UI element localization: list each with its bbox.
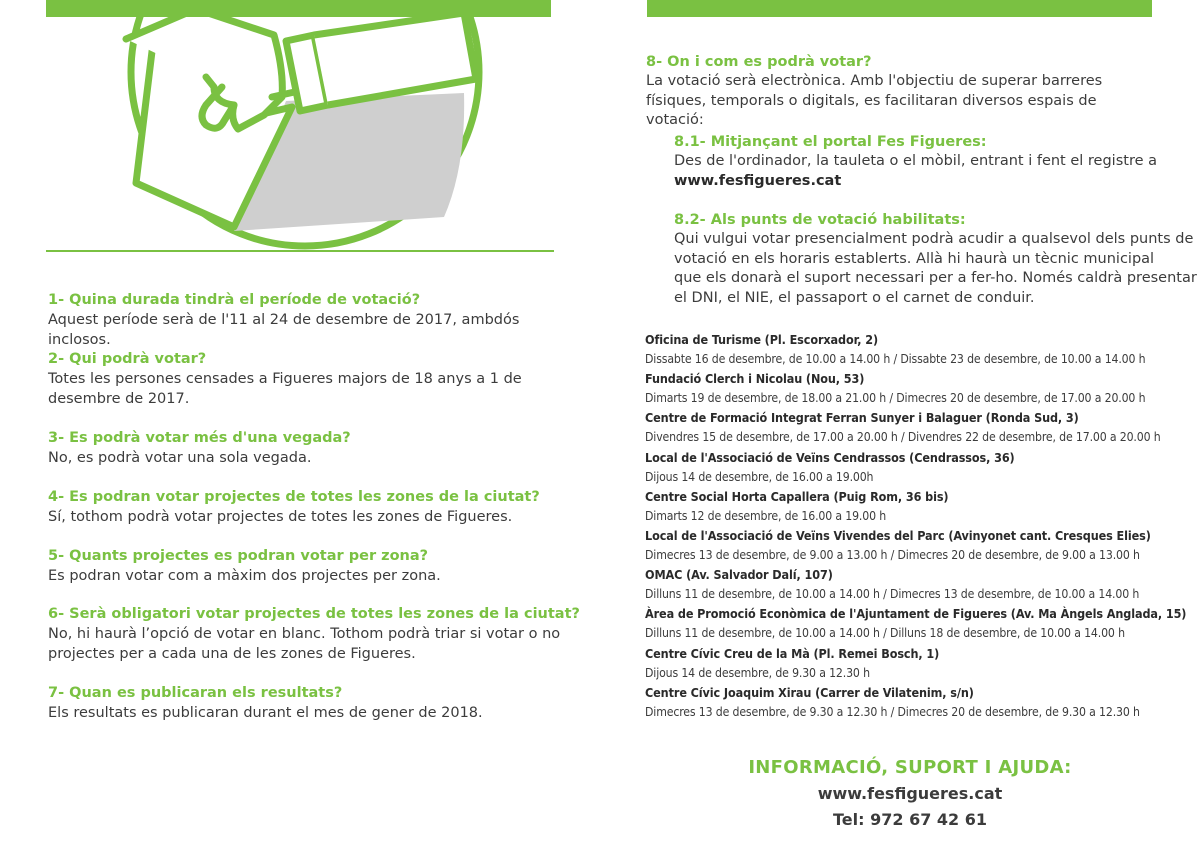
- list-item: [645, 369, 1190, 408]
- subsection-line: el DNI, el NIE, el passaport o el carnet de conduir.: [674, 289, 1035, 306]
- venue-times: Dijous 14 de desembre, de 9.30 a 12.30 h: [645, 665, 870, 680]
- question-4: [48, 487, 568, 527]
- venue-name: Local de l'Associació de Veïns Cendrassos (Cendrassos, 36): [645, 449, 1015, 465]
- venue-name: OMAC (Av. Salvador Dalí, 107): [645, 567, 833, 583]
- question-answer: Totes les persones censades a Figueres majors de 18 anys a 1 de desembre de 2017.: [48, 371, 522, 407]
- phone-number: Tel: 972 67 42 61: [833, 810, 987, 829]
- list-item: [645, 408, 1190, 447]
- question-answer: Es podran votar com a màxim dos projectes per zona.: [48, 568, 441, 584]
- question-2: [48, 349, 568, 409]
- venue-name: Àrea de Promoció Econòmica de l'Ajuntament de Figueres (Av. Ma Àngels Anglada, 15): [645, 606, 1187, 622]
- list-item: [645, 330, 1190, 369]
- question-6: [48, 604, 580, 664]
- venue-times: Dissabte 16 de desembre, de 10.00 a 14.00 h / Dissabte 23 de desembre, de 10.00 a 14.00 h: [645, 352, 1146, 366]
- info-title: INFORMACIÓ, SUPORT I AJUDA:: [748, 757, 1072, 778]
- list-item: [645, 565, 1190, 604]
- question-title: 1- Quina durada tindrà el període de votació?: [48, 292, 421, 308]
- question-title: 5- Quants projectes es podran votar per zona?: [48, 548, 429, 564]
- list-item: [645, 683, 1190, 722]
- portal-link[interactable]: www.fesfigueres.cat: [674, 172, 842, 189]
- question-title: 3- Es podrà votar més d'una vegada?: [48, 430, 351, 446]
- section-8: [646, 52, 1166, 131]
- venue-times: Dilluns 11 de desembre, de 10.00 a 14.00 h / Dilluns 18 de desembre, de 10.00 a 14.00 h: [645, 626, 1125, 641]
- venue-name: Centre Cívic Creu de la Mà (Pl. Remei Bosch, 1): [645, 645, 940, 661]
- subsection-text: Des de l'ordinador, la tauleta o el mòbil, entrant i fent el registre a: [674, 153, 1157, 169]
- subsection-line: votació en els horaris establerts. Allà hi haurà un tècnic municipal: [674, 250, 1155, 267]
- right-page: [600, 0, 1200, 849]
- question-answer: No, es podrà votar una sola vegada.: [48, 450, 312, 466]
- question-5: [48, 546, 568, 586]
- list-item: [645, 448, 1190, 487]
- website-link[interactable]: www.fesfigueres.cat: [817, 784, 1003, 803]
- section-text: La votació serà electrònica. Amb l'objectiu de superar barreres físiques, temporals o digitals, es facilitaran diversos espais de votació:: [646, 73, 1103, 128]
- subsection-title: 8.2- Als punts de votació habilitats:: [674, 212, 966, 228]
- venue-times: Divendres 15 de desembre, de 17.00 a 20.00 h / Divendres 22 de desembre, de 17.00 a 20.00 h: [645, 430, 1161, 445]
- question-title: 2- Qui podrà votar?: [48, 351, 207, 367]
- section-8-2: [674, 210, 1197, 308]
- question-answer: Sí, tothom podrà votar projectes de totes les zones de Figueres.: [48, 509, 513, 525]
- venue-times: Dimarts 12 de desembre, de 16.00 a 19.00 h: [645, 508, 887, 523]
- list-item: [645, 604, 1190, 643]
- subsection-line: Qui vulgui votar presencialment podrà acudir a qualsevol dels punts de: [674, 231, 1194, 247]
- venue-name: Fundació Clerch i Nicolau (Nou, 53): [645, 371, 865, 387]
- question-answer: Aquest període serà de l'11 al 24 de desembre de 2017, ambdós inclosos.: [48, 312, 520, 348]
- venue-times: Dimecres 13 de desembre, de 9.00 a 13.00 h / Dimecres 20 de desembre, de 9.00 a 13.00 h: [645, 547, 1140, 562]
- list-item: [645, 644, 1190, 683]
- question-title: 4- Es podran votar projectes de totes les zones de la ciutat?: [48, 489, 540, 505]
- venue-times: Dimecres 13 de desembre, de 9.30 a 12.30 h / Dimecres 20 de desembre, de 9.30 a 12.30 h: [645, 704, 1140, 719]
- question-title: 6- Serà obligatori votar projectes de totes les zones de la ciutat?: [48, 606, 580, 622]
- question-3: [48, 428, 568, 468]
- section-divider: [46, 250, 554, 252]
- voting-points-list: [645, 330, 1190, 722]
- question-7: [48, 683, 568, 723]
- question-answer: No, hi haurà l’opció de votar en blanc. Tothom podrà triar si votar o no projectes per a cada una de les zones de Figueres.: [48, 626, 561, 662]
- question-title: 7- Quan es publicaran els resultats?: [48, 685, 343, 701]
- section-8-1: [674, 132, 1184, 191]
- venue-name: Local de l'Associació de Veïns Vivendes del Parc (Avinyonet cant. Cresques Elies): [645, 527, 1151, 543]
- venue-times: Dimarts 19 de desembre, de 18.00 a 21.00 h / Dimecres 20 de desembre, de 17.00 a 20.00 h: [645, 391, 1146, 406]
- question-answer: Els resultats es publicaran durant el mes de gener de 2018.: [48, 705, 483, 721]
- section-title: 8- On i com es podrà votar?: [646, 54, 872, 70]
- info-support-block: [610, 755, 1200, 833]
- list-item: [645, 487, 1190, 526]
- venue-name: Oficina de Turisme (Pl. Escorxador, 2): [645, 332, 878, 347]
- venue-name: Centre Cívic Joaquim Xirau (Carrer de Vilatenim, s/n): [645, 684, 974, 700]
- hand-voting-ballot-icon: [46, 17, 551, 253]
- venue-times: Dilluns 11 de desembre, de 10.00 a 14.00 h / Dimecres 13 de desembre, de 10.00 a 14.00 h: [645, 587, 1140, 602]
- venue-name: Centre Social Horta Capallera (Puig Rom, 36 bis): [645, 488, 949, 504]
- question-1: [48, 290, 568, 350]
- subsection-line: que els donarà el suport necessari per a fer-ho. Només caldrà presentar: [674, 270, 1197, 286]
- venue-name: Centre de Formació Integrat Ferran Sunyer i Balaguer (Ronda Sud, 3): [645, 410, 1079, 426]
- subsection-title: 8.1- Mitjançant el portal Fes Figueres:: [674, 134, 987, 150]
- top-accent-bar: [647, 0, 1152, 17]
- venue-times: Dijous 14 de desembre, de 16.00 a 19.00h: [645, 469, 874, 484]
- list-item: [645, 526, 1190, 565]
- top-accent-bar: [46, 0, 551, 17]
